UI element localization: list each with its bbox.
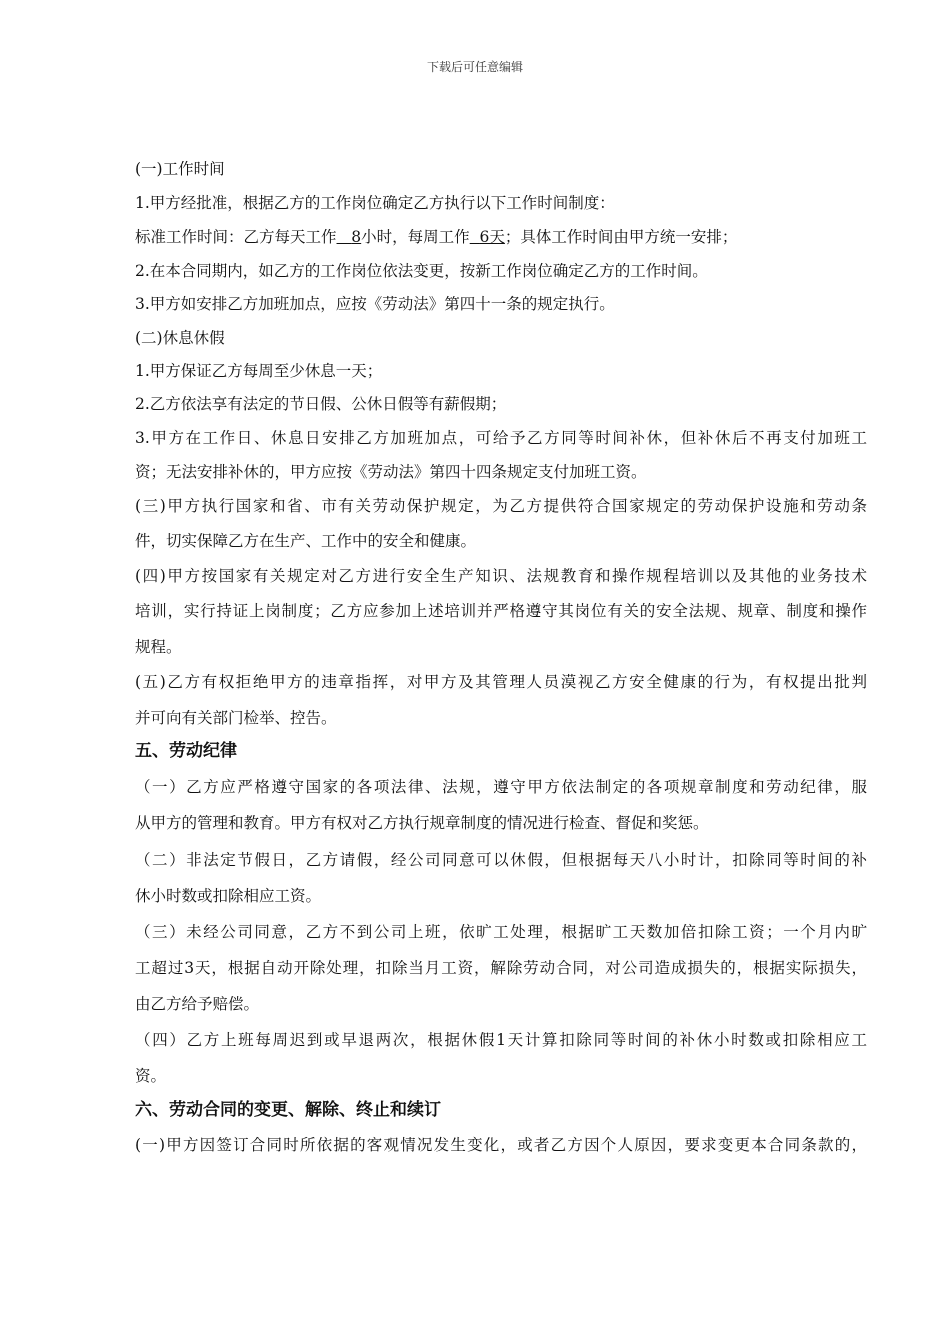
days-number: 6天 (479, 228, 505, 246)
standard-hours-line (135, 226, 867, 248)
paragraph: (五)乙方有权拒绝甲方的违章指挥，对甲方及其管理人员漠视乙方安全健康的行为，有权提出批判 (135, 673, 867, 691)
text-span: 小时，每周工作 (361, 228, 470, 246)
subsection-work-hours: (一)工作时间 (135, 160, 225, 178)
paragraph-cont: 从甲方的管理和教育。甲方有权对乙方执行规章制度的情况进行检查、督促和奖惩。 (135, 814, 709, 832)
paragraph: （三）未经公司同意，乙方不到公司上班，依旷工处理，根据旷工天数加倍扣除工资；一个月内旷 (135, 923, 867, 941)
paragraph-cont: 由乙方给予赔偿。 (135, 995, 260, 1013)
days-value (470, 228, 505, 246)
paragraph-cont: 件，切实保障乙方在生产、工作中的安全和健康。 (135, 532, 477, 550)
paragraph-cont: 资。 (135, 1067, 167, 1085)
paragraph-cont: 并可向有关部门检举、控告。 (135, 709, 337, 727)
paragraph-cont: 休小时数或扣除相应工资。 (135, 887, 322, 905)
paragraph: (三)甲方执行国家和省、市有关劳动保护规定，为乙方提供符合国家规定的劳动保护设施和劳动条 (135, 497, 867, 515)
paragraph: (四)甲方按国家有关规定对乙方进行安全生产知识、法规教育和操作规程培训以及其他的业务技术 (135, 567, 867, 585)
paragraph: (一)甲方因签订合同时所依据的客观情况发生变化，或者乙方因个人原因，要求变更本合同条款的， (135, 1136, 867, 1154)
paragraph-cont: 工超过3天，根据自动开除处理，扣除当月工资，解除劳动合同，对公司造成损失的，根据实际损失， (135, 959, 867, 977)
paragraph: （二）非法定节假日，乙方请假，经公司同意可以休假，但根据每天八小时计，扣除同等时间的补 (135, 851, 867, 869)
paragraph: 2.在本合同期内，如乙方的工作岗位依法变更，按新工作岗位确定乙方的工作时间。 (135, 262, 708, 280)
text-span: ；具体工作时间由甲方统一安排； (504, 228, 738, 246)
paragraph-cont: 规程。 (135, 638, 182, 656)
paragraph: 3.甲方在工作日、休息日安排乙方加班加点，可给予乙方同等时间补休，但补休后不再支付加班工 (135, 429, 867, 447)
paragraph: （一）乙方应严格遵守国家的各项法律、法规，遵守甲方依法制定的各项规章制度和劳动纪律，服 (135, 778, 867, 796)
header-note: 下载后可任意编辑 (426, 60, 523, 74)
hours-value (337, 228, 362, 246)
text-span: 标准工作时间：乙方每天工作 (135, 228, 337, 246)
paragraph: 2.乙方依法享有法定的节日假、公休日假等有薪假期； (135, 395, 507, 413)
section-heading-5: 五、劳动纪律 (135, 741, 237, 761)
paragraph: 1.甲方保证乙方每周至少休息一天； (135, 362, 383, 380)
section-heading-6: 六、劳动合同的变更、解除、终止和续订 (135, 1100, 441, 1120)
paragraph: 3.甲方如安排乙方加班加点，应按《劳动法》第四十一条的规定执行。 (135, 295, 615, 313)
hours-number: 8 (351, 228, 362, 246)
paragraph-cont: 培训，实行持证上岗制度；乙方应参加上述培训并严格遵守其岗位有关的安全法规、规章、制度和操作 (135, 602, 867, 620)
paragraph: （四）乙方上班每周迟到或早退两次，根据休假1天计算扣除同等时间的补休小时数或扣除相应工 (135, 1031, 867, 1049)
subsection-rest-leave: (二)休息休假 (135, 329, 225, 347)
paragraph-cont: 资；无法安排补休的，甲方应按《劳动法》第四十四条规定支付加班工资。 (135, 463, 647, 481)
paragraph: 1.甲方经批准，根据乙方的工作岗位确定乙方执行以下工作时间制度： (135, 194, 615, 212)
